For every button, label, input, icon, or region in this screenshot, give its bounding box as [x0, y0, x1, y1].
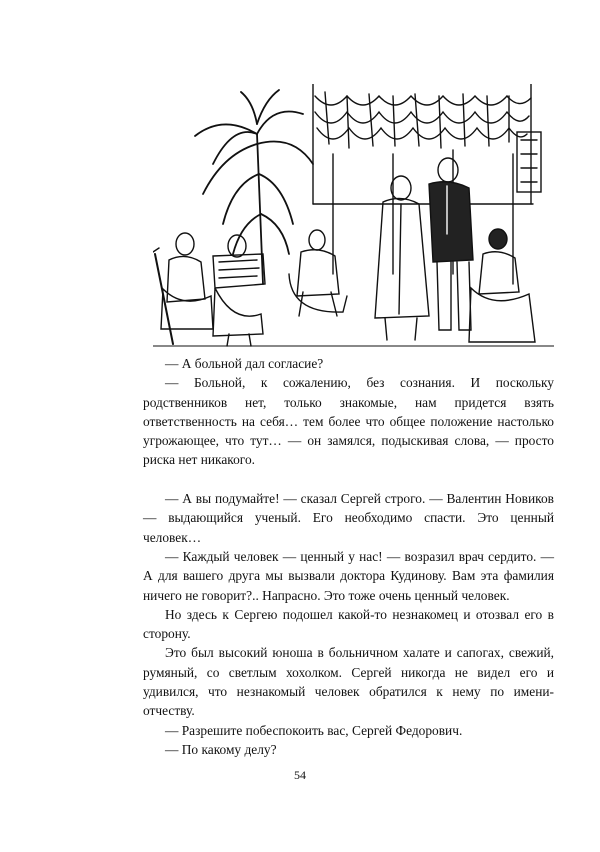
paragraph: Это был высокий юноша в больничном халате и сапогах, свежий, румяный, со светлым хохолком. Сергей никогда не видел его и удивился, что незнакомый человек обратился к нему по имени-отчеству. — [143, 645, 554, 719]
paragraph: — По какому делу? — [165, 741, 277, 757]
paragraph: — А вы подумайте! — сказал Сергей строго. — Валентин Новиков — выдающийся ученый. Его необходимо спасти. Это ценный человек… — [143, 491, 554, 545]
seated-man-left-icon — [161, 233, 213, 329]
paragraph: — А больной дал согласие? — [165, 356, 324, 371]
page-number: 54 — [294, 768, 306, 782]
man-in-suit-icon — [429, 158, 473, 330]
doctor-in-coat-icon — [375, 176, 429, 340]
curtain-icon — [313, 84, 531, 204]
paragraph: Но здесь к Сергею подошел какой-то незнакомец и отозвал его в сторону. — [143, 606, 554, 642]
seated-woman-icon — [469, 229, 535, 342]
paragraph-spacer — [143, 470, 554, 489]
paragraph: — Разрешите побеспокоить вас, Сергей Федорович. — [165, 722, 463, 738]
body-text — [143, 354, 554, 759]
paragraph: — Больной, к сожалению, без сознания. И поскольку родственников нет, только знакомые, нам придется взять ответственность на себя… тем более что общее положение настолько угрожающее, что тут… — он замялся, подыскивая слова, — просто риска нет никакого. — [143, 375, 554, 468]
seated-man-middle-icon — [289, 230, 347, 316]
man-with-newspaper-icon — [213, 235, 265, 346]
hospital-lobby-illustration — [153, 84, 554, 354]
paragraph: — Каждый человек — ценный у нас! — возразил врач сердито. — А для вашего друга мы вызвали доктора Кудинову. Вам эта фамилия ничего не говорит?.. Напрасно. Это тоже очень ценный человек. — [143, 548, 554, 603]
wall-cabinet-icon — [517, 132, 541, 192]
